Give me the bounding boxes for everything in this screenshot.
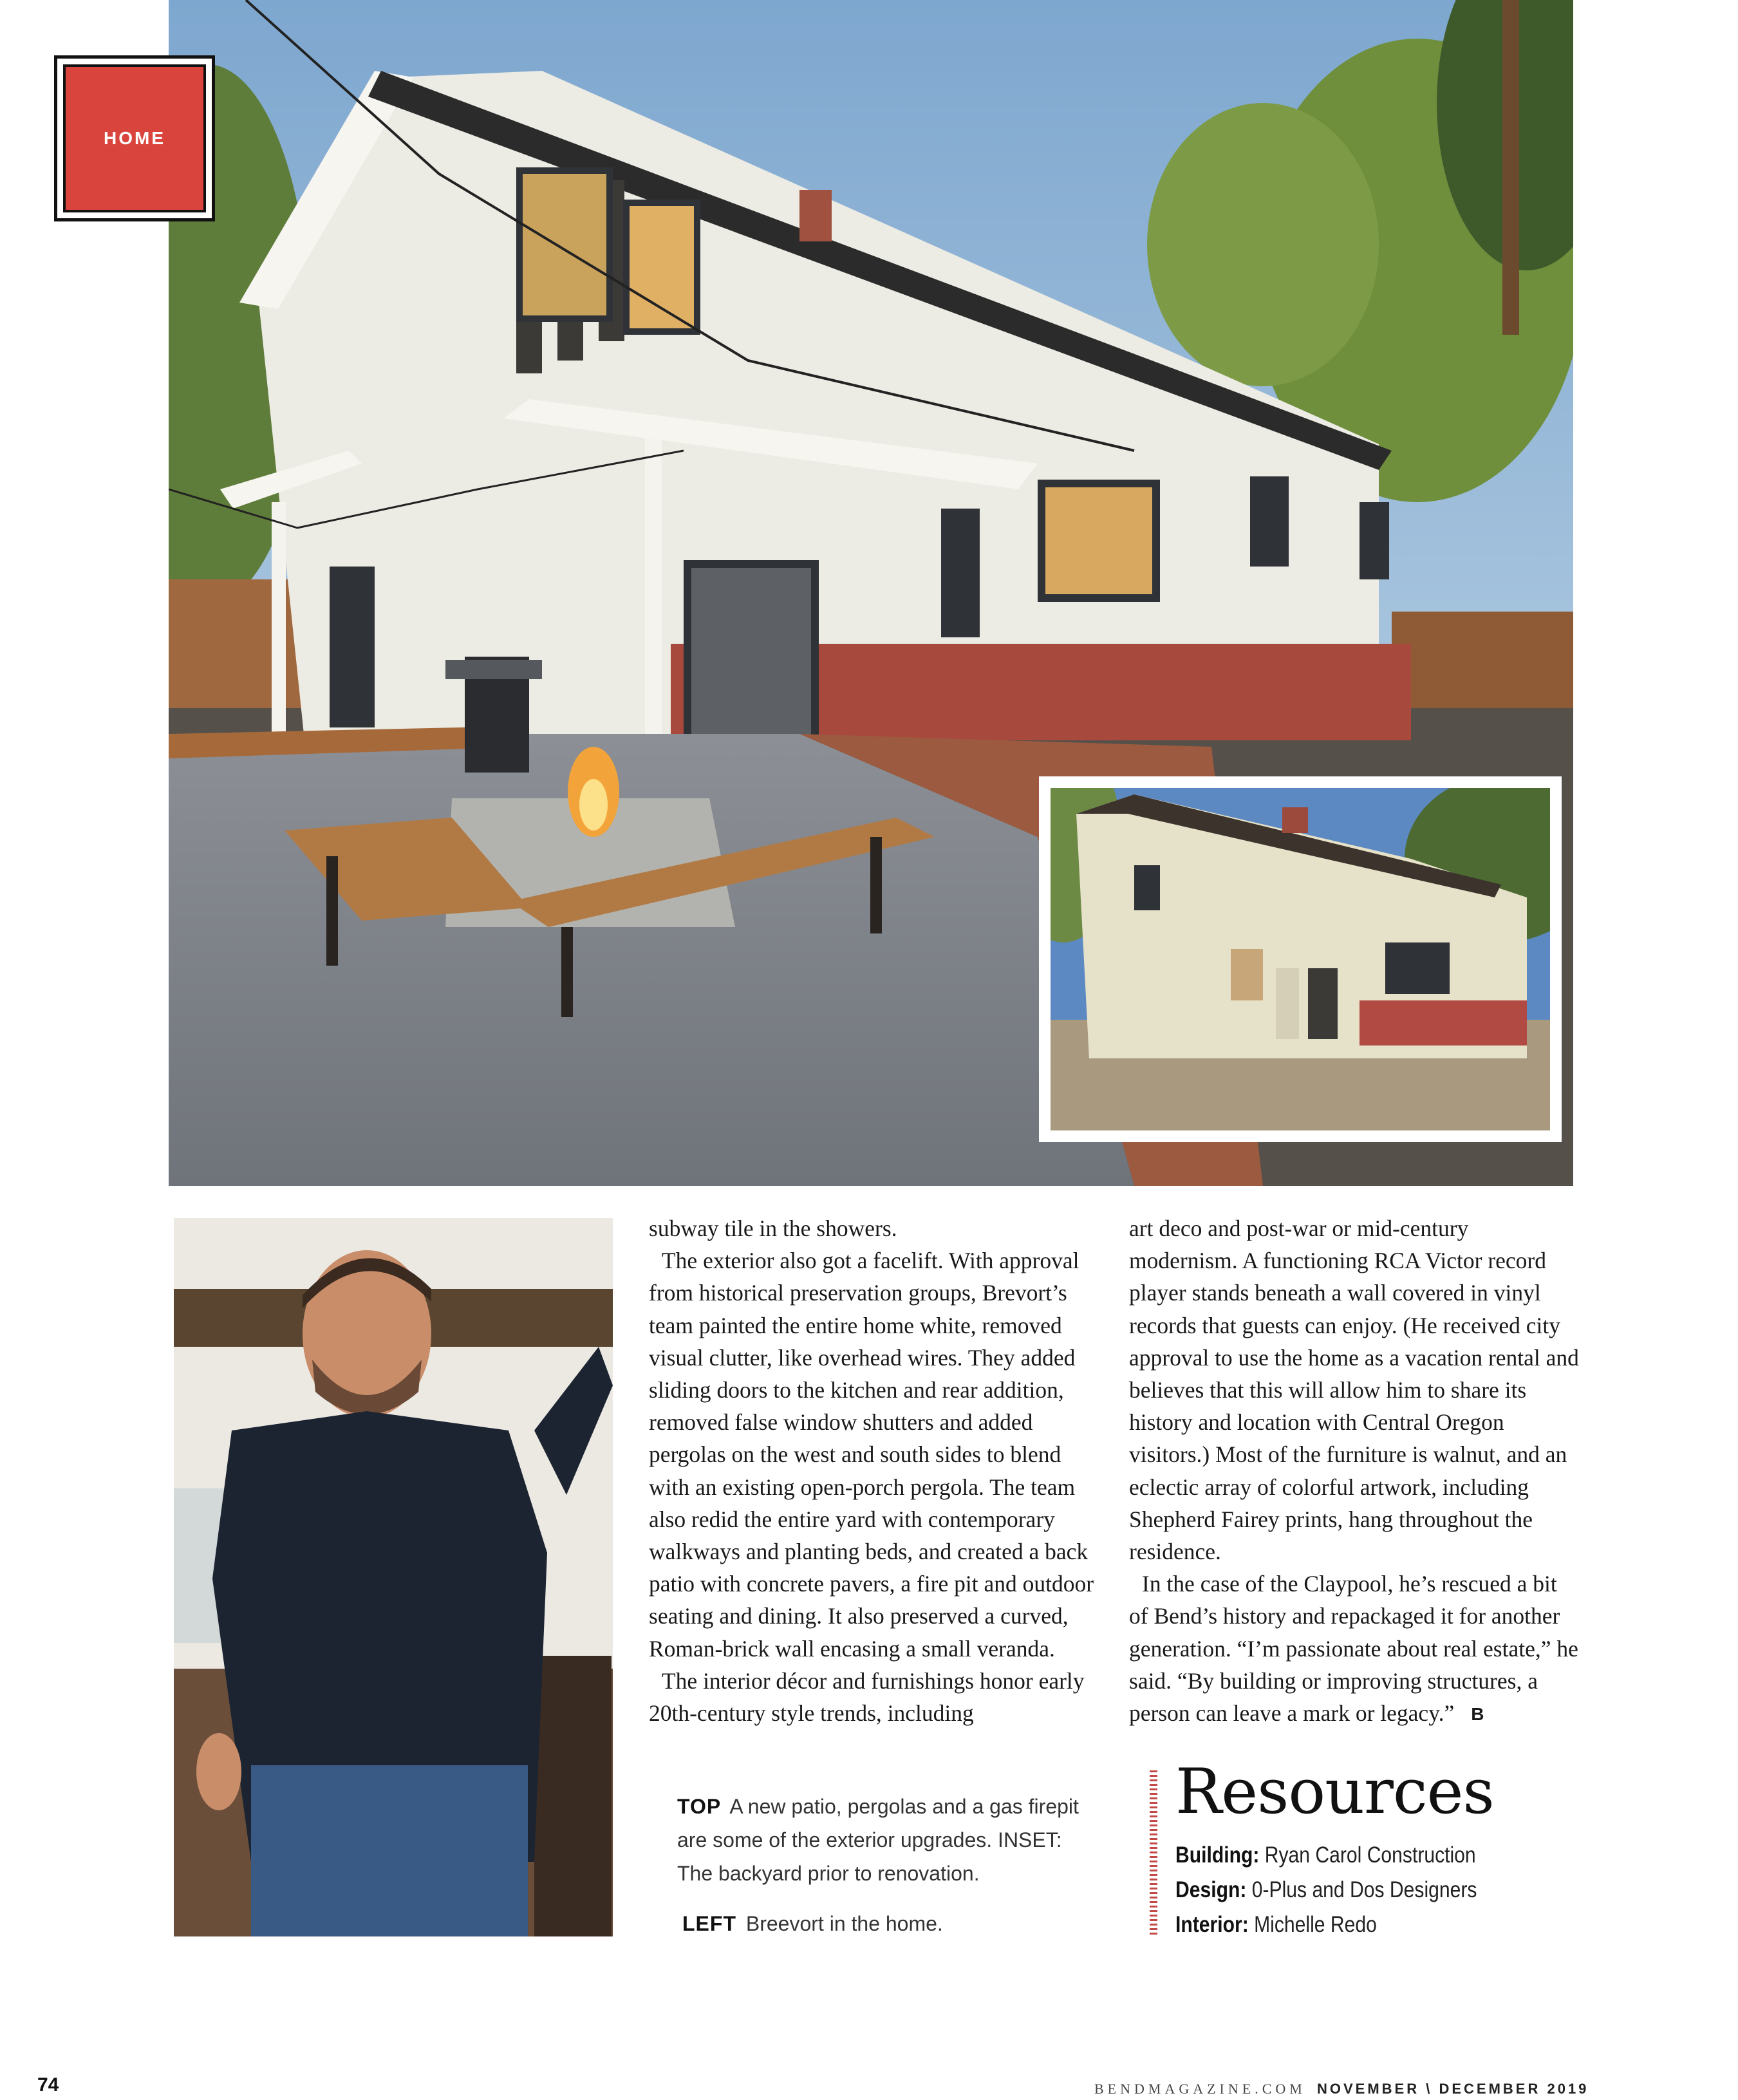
body-paragraph-text: In the case of the Claypool, he’s rescued a bit of Bend’s history and repackaged it for another generation. “I’m passionate about real estate,” he said. “By building or improving structures, a person can leave a mark or legacy.” bbox=[1129, 1571, 1578, 1727]
portrait-photo-brevort bbox=[174, 1218, 613, 1936]
resources-item-label: Building: bbox=[1175, 1842, 1260, 1868]
body-paragraph: The exterior also got a facelift. With approval from historical preservation groups, Brevort’s team painted the entire home white, removed visual clutter, like overhead wires. They added sliding doors to the kitchen and rear addition, removed false window shutters and added pergolas on the west and south sides to blend with an existing open-porch pergola. The team also redid the entire yard with contemporary walkways and planting beds, and created a back patio with concrete pavers, a fire pit and outdoor seating and dining. It also preserved a curved, Roman-brick wall encasing a small veranda. bbox=[649, 1248, 1094, 1662]
body-paragraph: The interior décor and furnishings honor early 20th-century style trends, including bbox=[649, 1667, 1085, 1727]
resources-item-value: Michelle Redo bbox=[1254, 1912, 1377, 1937]
caption-left-text: Breevort in the home. bbox=[745, 1912, 943, 1935]
footer-issue-date: NOVEMBER \ DECEMBER 2019 bbox=[1317, 2081, 1589, 2097]
body-paragraph: subway tile in the showers. bbox=[649, 1215, 897, 1241]
caption-top-text: A new patio, pergolas and a gas firepit are some of the exterior upgrades. INSET: The backyard prior to renovation. bbox=[677, 1795, 1079, 1885]
end-mark-icon: B bbox=[1471, 1704, 1483, 1725]
inset-photo-before-renovation bbox=[1039, 776, 1562, 1142]
body-paragraph bbox=[1129, 1568, 1580, 1730]
resources-item-building bbox=[1175, 1842, 1476, 1868]
body-column-2 bbox=[1129, 1212, 1580, 1730]
resources-item-design bbox=[1175, 1877, 1477, 1903]
section-tag-label: HOME bbox=[104, 128, 165, 148]
resources-item-value: 0-Plus and Dos Designers bbox=[1251, 1877, 1477, 1902]
resources-item-value: Ryan Carol Construction bbox=[1264, 1842, 1476, 1868]
footer-site: BENDMAGAZINE.COM bbox=[1094, 2081, 1306, 2097]
section-tag bbox=[54, 55, 215, 221]
page-number: 74 bbox=[37, 2074, 59, 2095]
caption-left-label: LEFT bbox=[682, 1912, 736, 1935]
body-column-1 bbox=[649, 1212, 1099, 1729]
caption-left bbox=[682, 1907, 1101, 1940]
resources-item-label: Interior: bbox=[1175, 1912, 1249, 1937]
caption-top-label: TOP bbox=[677, 1795, 722, 1818]
resources-item-interior bbox=[1175, 1912, 1377, 1938]
section-tag-box bbox=[63, 64, 206, 212]
resources-item-label: Design: bbox=[1175, 1877, 1247, 1902]
resources-dotted-rule bbox=[1150, 1770, 1157, 1936]
resources-title: Resources bbox=[1175, 1756, 1494, 1828]
body-paragraph: art deco and post-war or mid-century modernism. A functioning RCA Victor record player stands beneath a wall covered in vinyl records that guests can enjoy. (He received city approval to use the home as a vacation rental and believes that this will allow him to share its history and location with Central Oregon visitors.) Most of the furniture is walnut, and an eclectic array of colorful artwork, including Shepherd Fairey prints, hang throughout the residence. bbox=[1129, 1215, 1579, 1565]
caption-top bbox=[677, 1790, 1096, 1890]
